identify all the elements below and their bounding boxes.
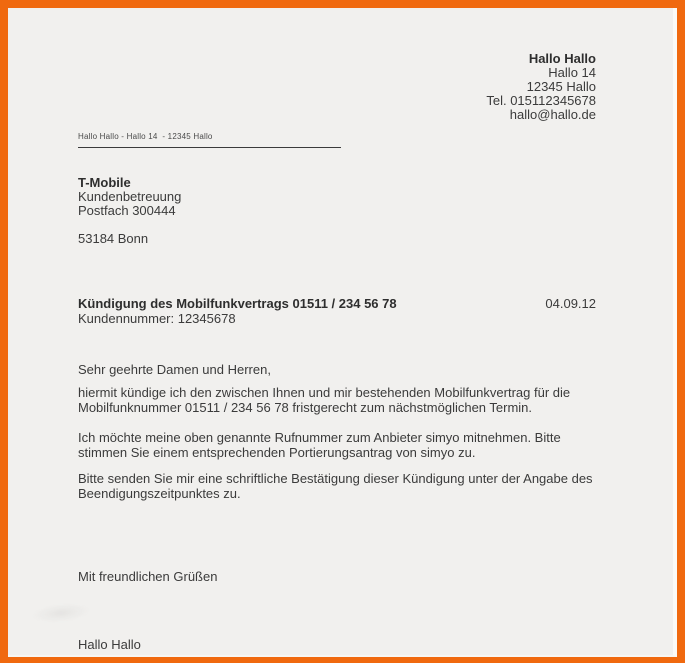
subject-title: Kündigung des Mobilfunkvertrags 01511 / 234 56 78: [78, 296, 397, 311]
sender-phone: Tel. 015112345678: [486, 93, 596, 108]
sender-street: Hallo 14: [548, 65, 596, 80]
subject-row: [78, 296, 596, 311]
recipient-department: Kundenbetreuung: [78, 189, 182, 204]
sender-city: 12345 Hallo: [526, 79, 596, 94]
return-address-line: Hallo Hallo - Hallo 14 - 12345 Hallo: [78, 129, 341, 148]
body-paragraph-2: Ich möchte meine oben genannte Rufnummer zum Anbieter simyo mitnehmen. Bitte stimmen Sie einem entsprechenden Portierungsantrag von simyo zu.: [78, 430, 561, 460]
body-paragraph-1: hiermit kündige ich den zwischen Ihnen und mir bestehenden Mobilfunkvertrag für die Mobilfunknummer 01511 / 234 56 78 fristgerecht zum nächstmöglichen Termin.: [78, 385, 571, 415]
sender-name: Hallo Hallo: [528, 51, 596, 66]
letter-sheet: [8, 8, 677, 657]
recipient-address-block: [78, 176, 596, 246]
letter-date: 04.09.12: [545, 296, 596, 311]
letter-content: [78, 8, 596, 655]
body-paragraph-3: Bitte senden Sie mir eine schriftliche Bestätigung dieser Kündigung unter der Angabe des Beendigungszeitpunktes zu.: [78, 471, 593, 501]
recipient-name: T-Mobile: [78, 175, 131, 190]
salutation: Sehr geehrte Damen und Herren,: [78, 362, 271, 377]
sender-address-block: [78, 52, 596, 122]
signature-name: Hallo Hallo: [78, 637, 141, 652]
subject-block: [78, 296, 596, 326]
sender-email: hallo@hallo.de: [509, 107, 596, 122]
closing-regards: Mit freundlichen Grüßen: [78, 569, 218, 584]
recipient-po-box: Postfach 300444: [78, 203, 176, 218]
recipient-city: 53184 Bonn: [78, 231, 149, 246]
customer-number: Kundennummer: 12345678: [78, 311, 236, 326]
